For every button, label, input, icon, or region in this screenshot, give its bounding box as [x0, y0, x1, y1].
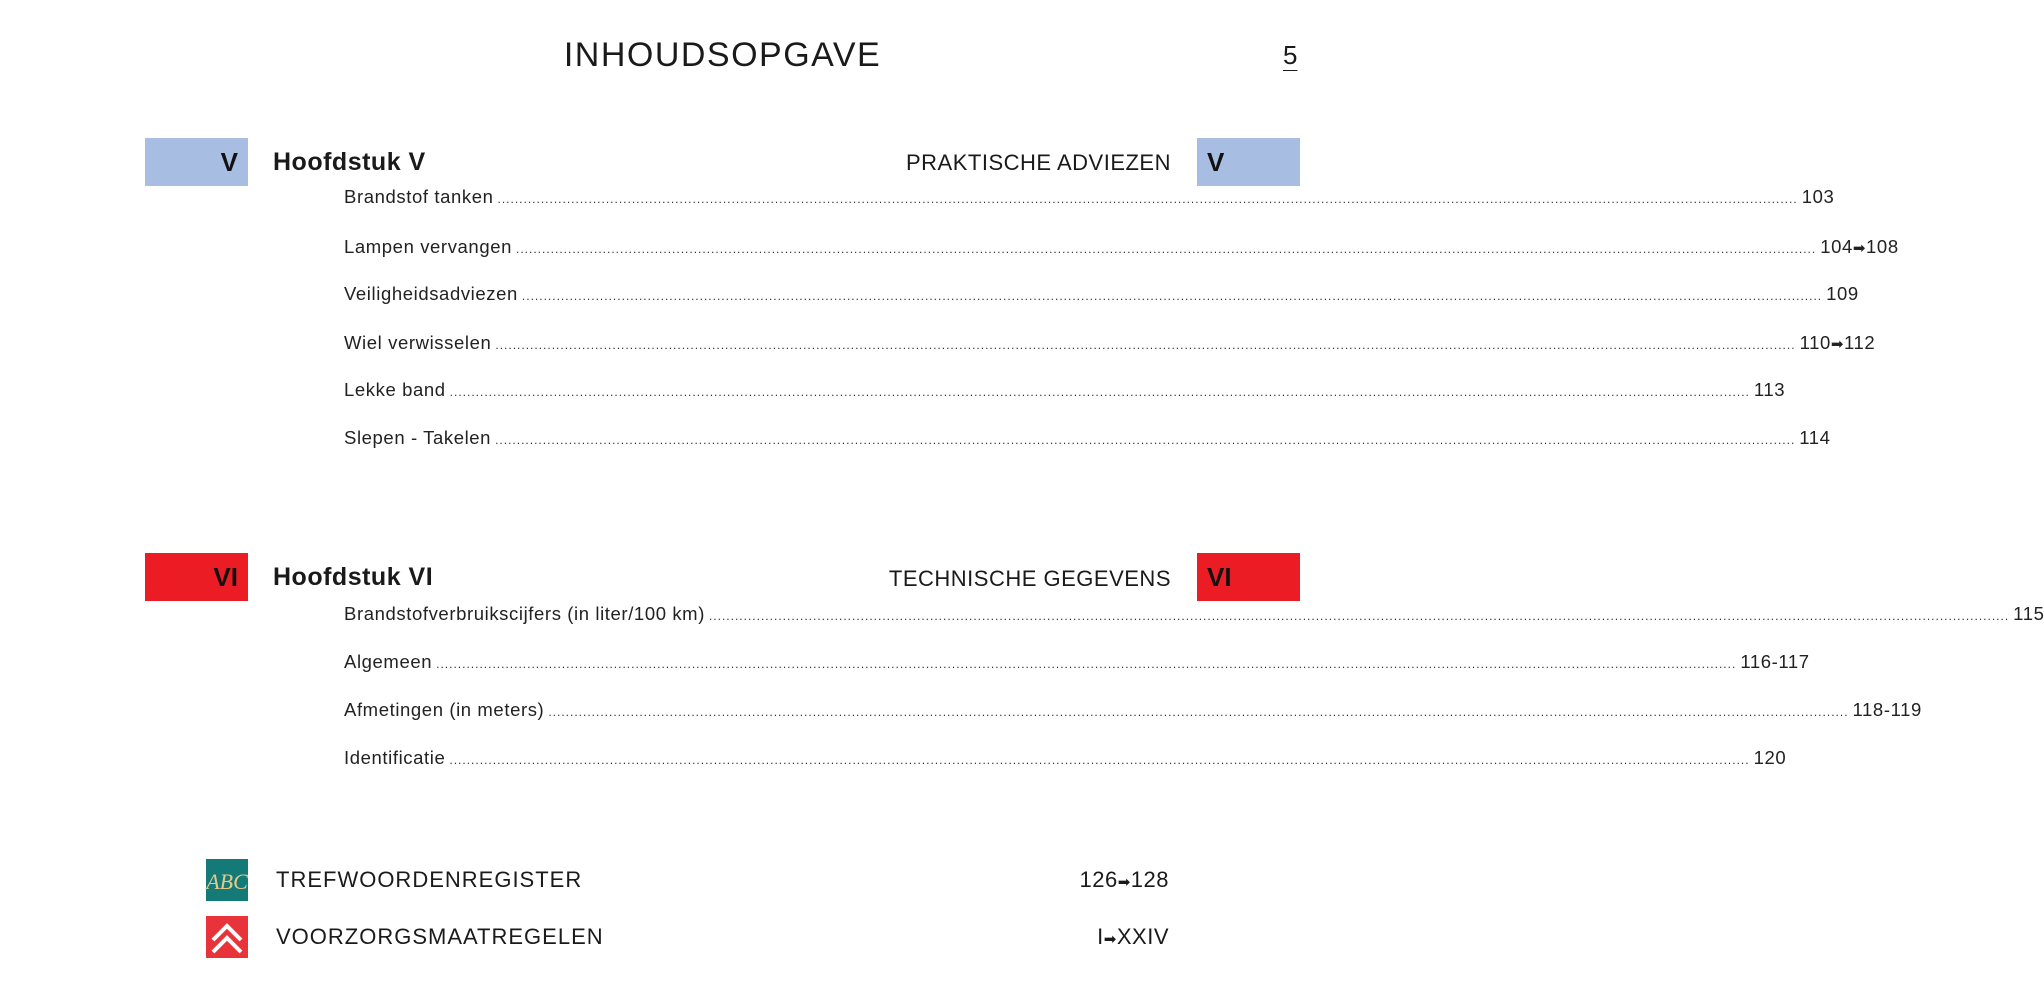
page-to: 112	[1844, 332, 1876, 353]
index-page-range	[1079, 867, 1169, 893]
dot-leader: ............................................................................................................................................................................................................................................................................................................	[495, 433, 1796, 447]
toc-entry-page: 109	[1826, 283, 1859, 304]
toc-entry-label: Lekke band	[344, 379, 446, 400]
index-row[interactable]	[206, 859, 1169, 901]
toc-entry-label: Brandstofverbruikscijfers (in liter/100 km)	[344, 603, 705, 624]
toc-entry-page: 116-117	[1740, 651, 1810, 672]
precautions-label: VOORZORGSMAATREGELEN	[276, 924, 604, 949]
page-number: 5	[1283, 40, 1298, 70]
arrow-right-icon: ➡	[1103, 931, 1117, 948]
svg-text:ABC: ABC	[206, 869, 248, 894]
chapter-6-tab-label-right: VI	[1207, 562, 1232, 592]
chapter-5-tab-label-right: V	[1207, 147, 1225, 177]
arrow-right-icon: ➡	[1117, 874, 1131, 891]
dot-leader: ............................................................................................................................................................................................................................................................................................................	[708, 609, 2010, 623]
toc-entry-slepen-takelen[interactable]	[344, 427, 1831, 449]
toc-entry-page-range	[1820, 236, 1899, 258]
toc-entry-page: 114	[1799, 427, 1831, 448]
chapter-5-subtitle: PRAKTISCHE ADVIEZEN	[905, 150, 1171, 175]
chapter-6-tab-label: VI	[213, 562, 238, 592]
toc-entry-page-range	[1800, 332, 1876, 354]
chapter-6-subtitle: TECHNISCHE GEGEVENS	[888, 566, 1171, 591]
chapter-6-title: Hoofdstuk VI	[273, 563, 434, 591]
toc-entry-lekke-band[interactable]	[344, 379, 1786, 401]
chapter-5-tab-label: V	[220, 147, 238, 177]
toc-entry-label: Afmetingen (in meters)	[344, 699, 545, 720]
toc-entry-label: Brandstof tanken	[344, 186, 494, 207]
page-from: 110	[1799, 332, 1831, 353]
arrow-right-icon: ➡	[1852, 240, 1867, 257]
chapter-5-tab-right[interactable]	[1197, 138, 1300, 186]
toc-entry-label: Lampen vervangen	[344, 236, 512, 257]
abc-icon	[206, 859, 248, 901]
toc-entry-label: Identificatie	[344, 747, 446, 768]
dot-leader: ............................................................................................................................................................................................................................................................................................................	[548, 705, 1849, 719]
page-to: 108	[1866, 236, 1899, 257]
toc-entry-identificatie[interactable]	[344, 747, 1787, 769]
page-from: I	[1097, 924, 1104, 949]
toc-entry-veiligheidsadviezen[interactable]	[344, 283, 1859, 305]
toc-entry-page: 120	[1753, 747, 1787, 768]
toc-entry-page: 115	[2013, 603, 2044, 624]
dot-leader: ............................................................................................................................................................................................................................................................................................................	[521, 289, 1823, 303]
double-chevron-icon	[206, 916, 248, 958]
toc-entry-page: 118-119	[1852, 699, 1922, 720]
toc-entry-algemeen[interactable]	[344, 651, 1810, 673]
chapter-6-tab-right[interactable]	[1197, 553, 1300, 601]
toc-entry-label: Algemeen	[344, 651, 433, 672]
chapter-6-tab-left[interactable]	[145, 553, 248, 601]
chapter-5-tab-left[interactable]	[145, 138, 248, 186]
toc-entry-label: Slepen - Takelen	[344, 427, 492, 448]
page-from: 104	[1820, 236, 1853, 257]
dot-leader: ............................................................................................................................................................................................................................................................................................................	[449, 753, 1750, 767]
precautions-row[interactable]	[206, 916, 1169, 958]
dot-leader: ............................................................................................................................................................................................................................................................................................................	[449, 385, 1750, 399]
toc-entry-brandstof-tanken[interactable]	[344, 186, 1835, 208]
dot-leader: ............................................................................................................................................................................................................................................................................................................	[436, 657, 1737, 671]
page-title: INHOUDSOPGAVE	[563, 36, 882, 74]
precautions-page-range	[1097, 924, 1169, 950]
toc-entry-label: Veiligheidsadviezen	[344, 283, 518, 304]
toc-entry-label: Wiel verwisselen	[344, 332, 492, 353]
toc-entry-wiel-verwisselen[interactable]	[344, 332, 1876, 354]
page-to: XXIV	[1116, 924, 1169, 949]
arrow-right-icon: ➡	[1830, 336, 1845, 353]
index-label: TREFWOORDENREGISTER	[276, 867, 583, 892]
toc-entry-brandstofverbruikscijfers[interactable]	[344, 603, 2044, 625]
dot-leader: ............................................................................................................................................................................................................................................................................................................	[495, 338, 1796, 352]
toc-entry-lampen-vervangen[interactable]	[344, 236, 1899, 258]
page-from: 126	[1079, 867, 1118, 892]
chapter-5-title: Hoofdstuk V	[273, 148, 426, 176]
toc-entry-page: 113	[1753, 379, 1786, 400]
dot-leader: ............................................................................................................................................................................................................................................................................................................	[497, 192, 1798, 206]
page-to: 128	[1130, 867, 1169, 892]
dot-leader: ............................................................................................................................................................................................................................................................................................................	[516, 242, 1817, 256]
toc-entry-afmetingen[interactable]	[344, 699, 1922, 721]
toc-entry-page: 103	[1801, 186, 1835, 207]
